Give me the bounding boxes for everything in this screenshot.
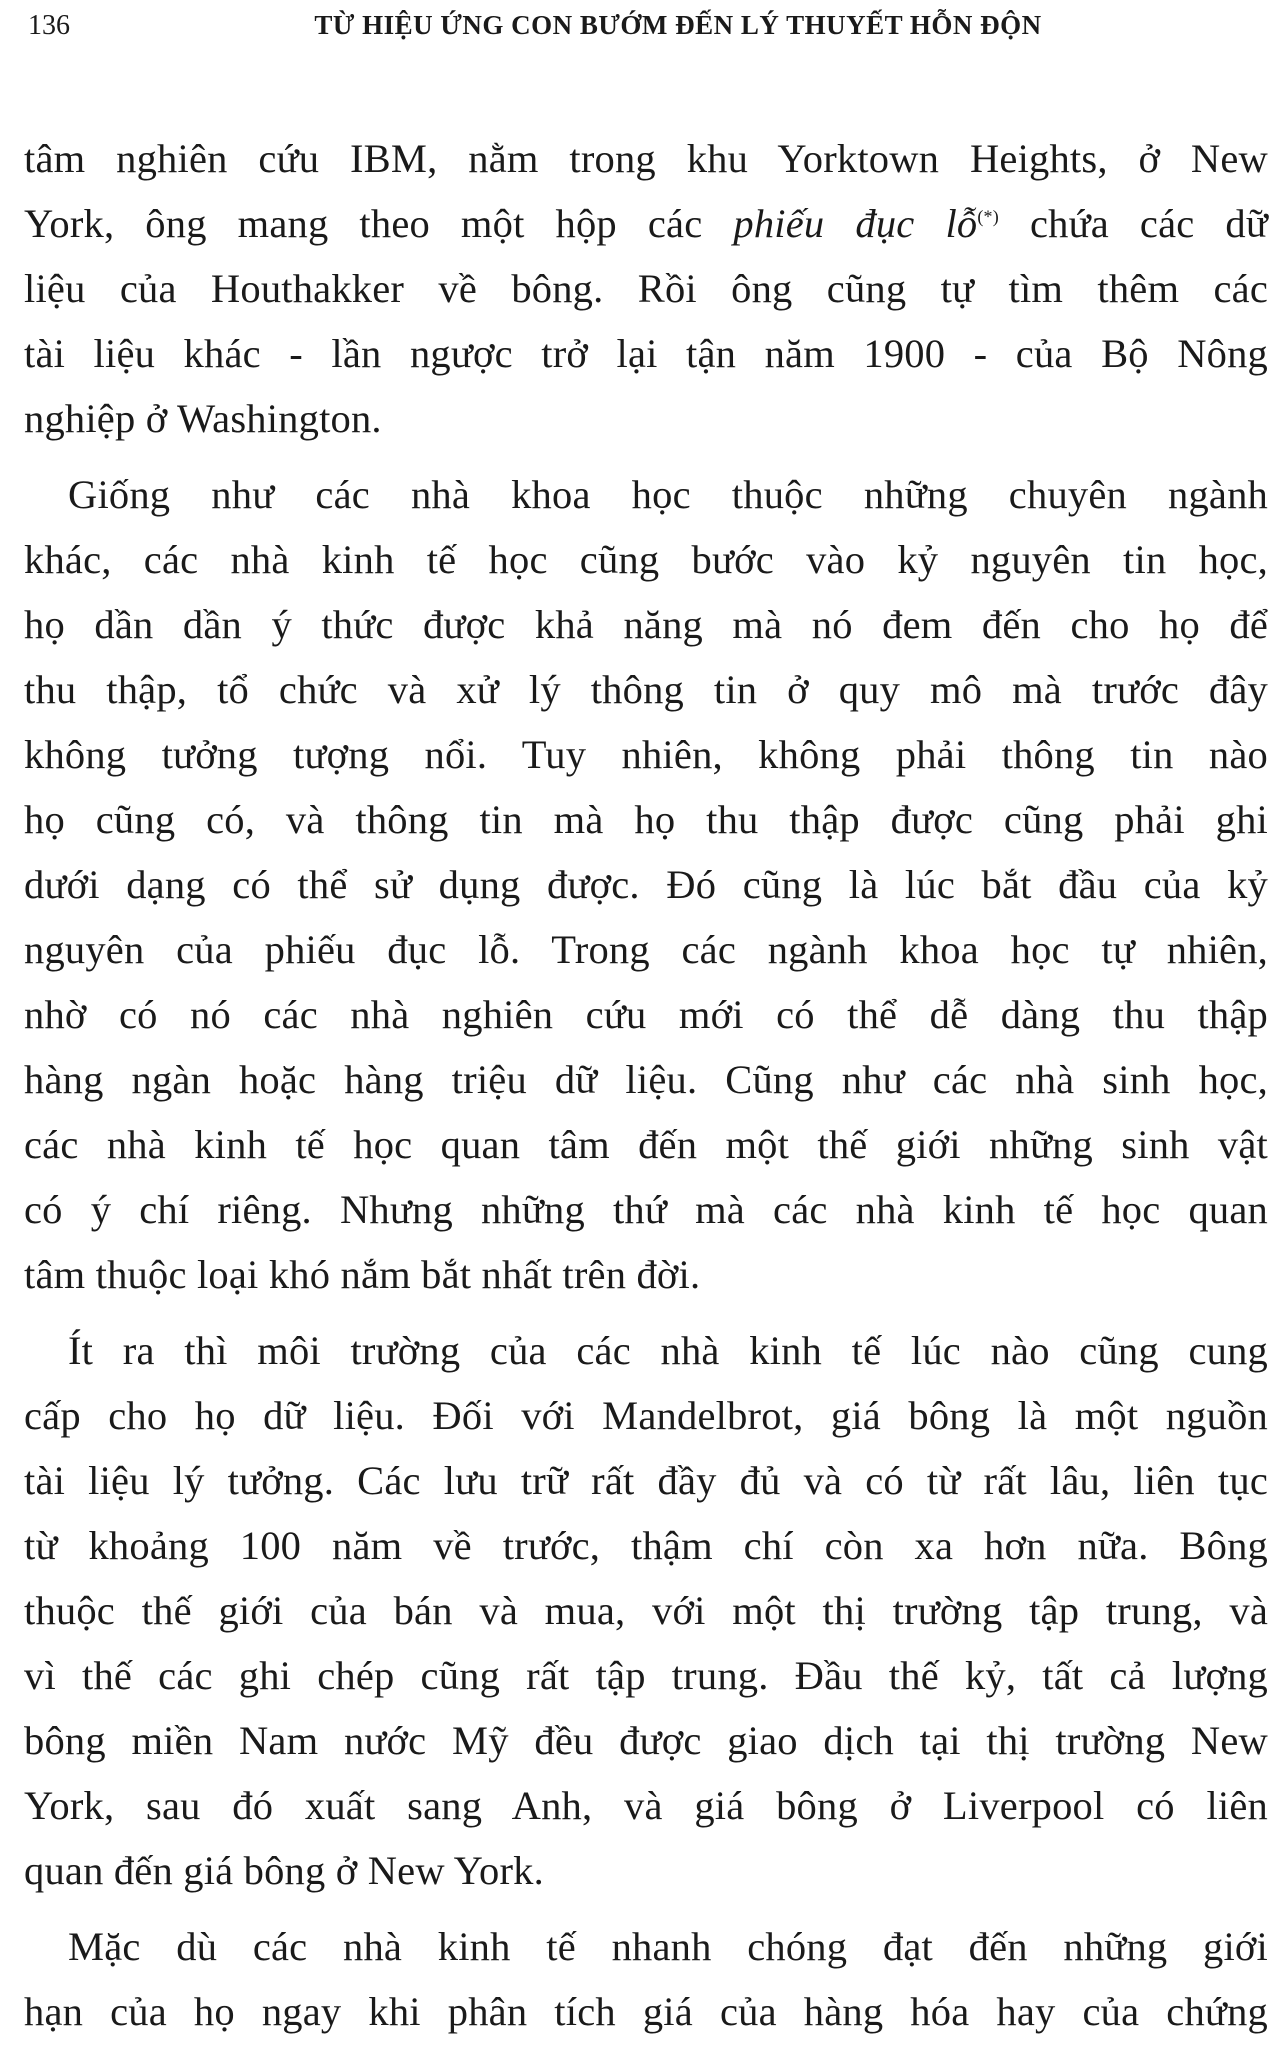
paragraph-2	[24, 462, 1268, 1307]
text-line: thuộc thế giới của bán và mua, với một thị trường tập trung, và	[24, 1588, 1268, 1633]
text-line: cấp cho họ dữ liệu. Đối với Mandelbrot, giá bông là một nguồn	[24, 1393, 1268, 1438]
text-line: Mặc dù các nhà kinh tế nhanh chóng đạt đến những giới	[68, 1924, 1268, 1969]
text-line: liệu của Houthakker về bông. Rồi ông cũng tự tìm thêm các	[24, 266, 1268, 311]
text-line: tài liệu khác - lần ngược trở lại tận năm 1900 - của Bộ Nông	[24, 331, 1268, 376]
footnote-marker: (*)	[977, 206, 999, 227]
text-line: tâm thuộc loại khó nắm bắt nhất trên đời.	[24, 1252, 701, 1297]
running-header	[28, 10, 1268, 50]
text-line: tâm nghiên cứu IBM, nằm trong khu Yorktown Heights, ở New	[24, 136, 1268, 181]
paragraph-4	[24, 1914, 1268, 2044]
text-line: vì thế các ghi chép cũng rất tập trung. Đầu thế kỷ, tất cả lượng	[24, 1653, 1268, 1698]
text-line: tài liệu lý tưởng. Các lưu trữ rất đầy đủ và có từ rất lâu, liên tục	[24, 1458, 1268, 1503]
body-text	[24, 126, 1268, 2044]
text-line: bông miền Nam nước Mỹ đều được giao dịch tại thị trường New	[24, 1718, 1268, 1763]
text-line: nhờ có nó các nhà nghiên cứu mới có thể dễ dàng thu thập	[24, 992, 1268, 1037]
text-segment: York, ông mang theo một hộp các	[24, 201, 734, 246]
text-line: các nhà kinh tế học quan tâm đến một thế giới những sinh vật	[24, 1122, 1268, 1167]
text-line: không tưởng tượng nổi. Tuy nhiên, không phải thông tin nào	[24, 732, 1268, 777]
text-line: họ dần dần ý thức được khả năng mà nó đem đến cho họ để	[24, 602, 1268, 647]
text-line: dưới dạng có thể sử dụng được. Đó cũng là lúc bắt đầu của kỷ	[24, 862, 1268, 907]
text-line: thu thập, tổ chức và xử lý thông tin ở quy mô mà trước đây	[24, 667, 1268, 712]
text-line: quan đến giá bông ở New York.	[24, 1848, 544, 1893]
text-line: Ít ra thì môi trường của các nhà kinh tế lúc nào cũng cung	[68, 1328, 1268, 1373]
text-line: từ khoảng 100 năm về trước, thậm chí còn xa hơn nữa. Bông	[24, 1523, 1268, 1568]
text-line: Giống như các nhà khoa học thuộc những chuyên ngành	[68, 472, 1268, 517]
text-line	[24, 191, 1268, 256]
text-line: khác, các nhà kinh tế học cũng bước vào kỷ nguyên tin học,	[24, 537, 1268, 582]
text-line: nguyên của phiếu đục lỗ. Trong các ngành khoa học tự nhiên,	[24, 927, 1268, 972]
text-segment: chứa các dữ	[998, 201, 1269, 246]
chapter-title: TỪ HIỆU ỨNG CON BƯỚM ĐẾN LÝ THUYẾT HỖN ĐỘN	[314, 10, 1042, 40]
text-line: có ý chí riêng. Nhưng những thứ mà các nhà kinh tế học quan	[24, 1187, 1268, 1232]
paragraph-3	[24, 1318, 1268, 1903]
italic-term: phiếu đục lỗ	[733, 201, 978, 246]
paragraph-1	[24, 126, 1268, 451]
text-line: hàng ngàn hoặc hàng triệu dữ liệu. Cũng như các nhà sinh học,	[24, 1057, 1268, 1102]
page-number: 136	[28, 10, 70, 41]
text-line: họ cũng có, và thông tin mà họ thu thập được cũng phải ghi	[24, 797, 1268, 842]
text-line: nghiệp ở Washington.	[24, 396, 382, 441]
text-line: York, sau đó xuất sang Anh, và giá bông ở Liverpool có liên	[24, 1783, 1268, 1828]
text-line: hạn của họ ngay khi phân tích giá của hàng hóa hay của chứng	[24, 1989, 1268, 2034]
